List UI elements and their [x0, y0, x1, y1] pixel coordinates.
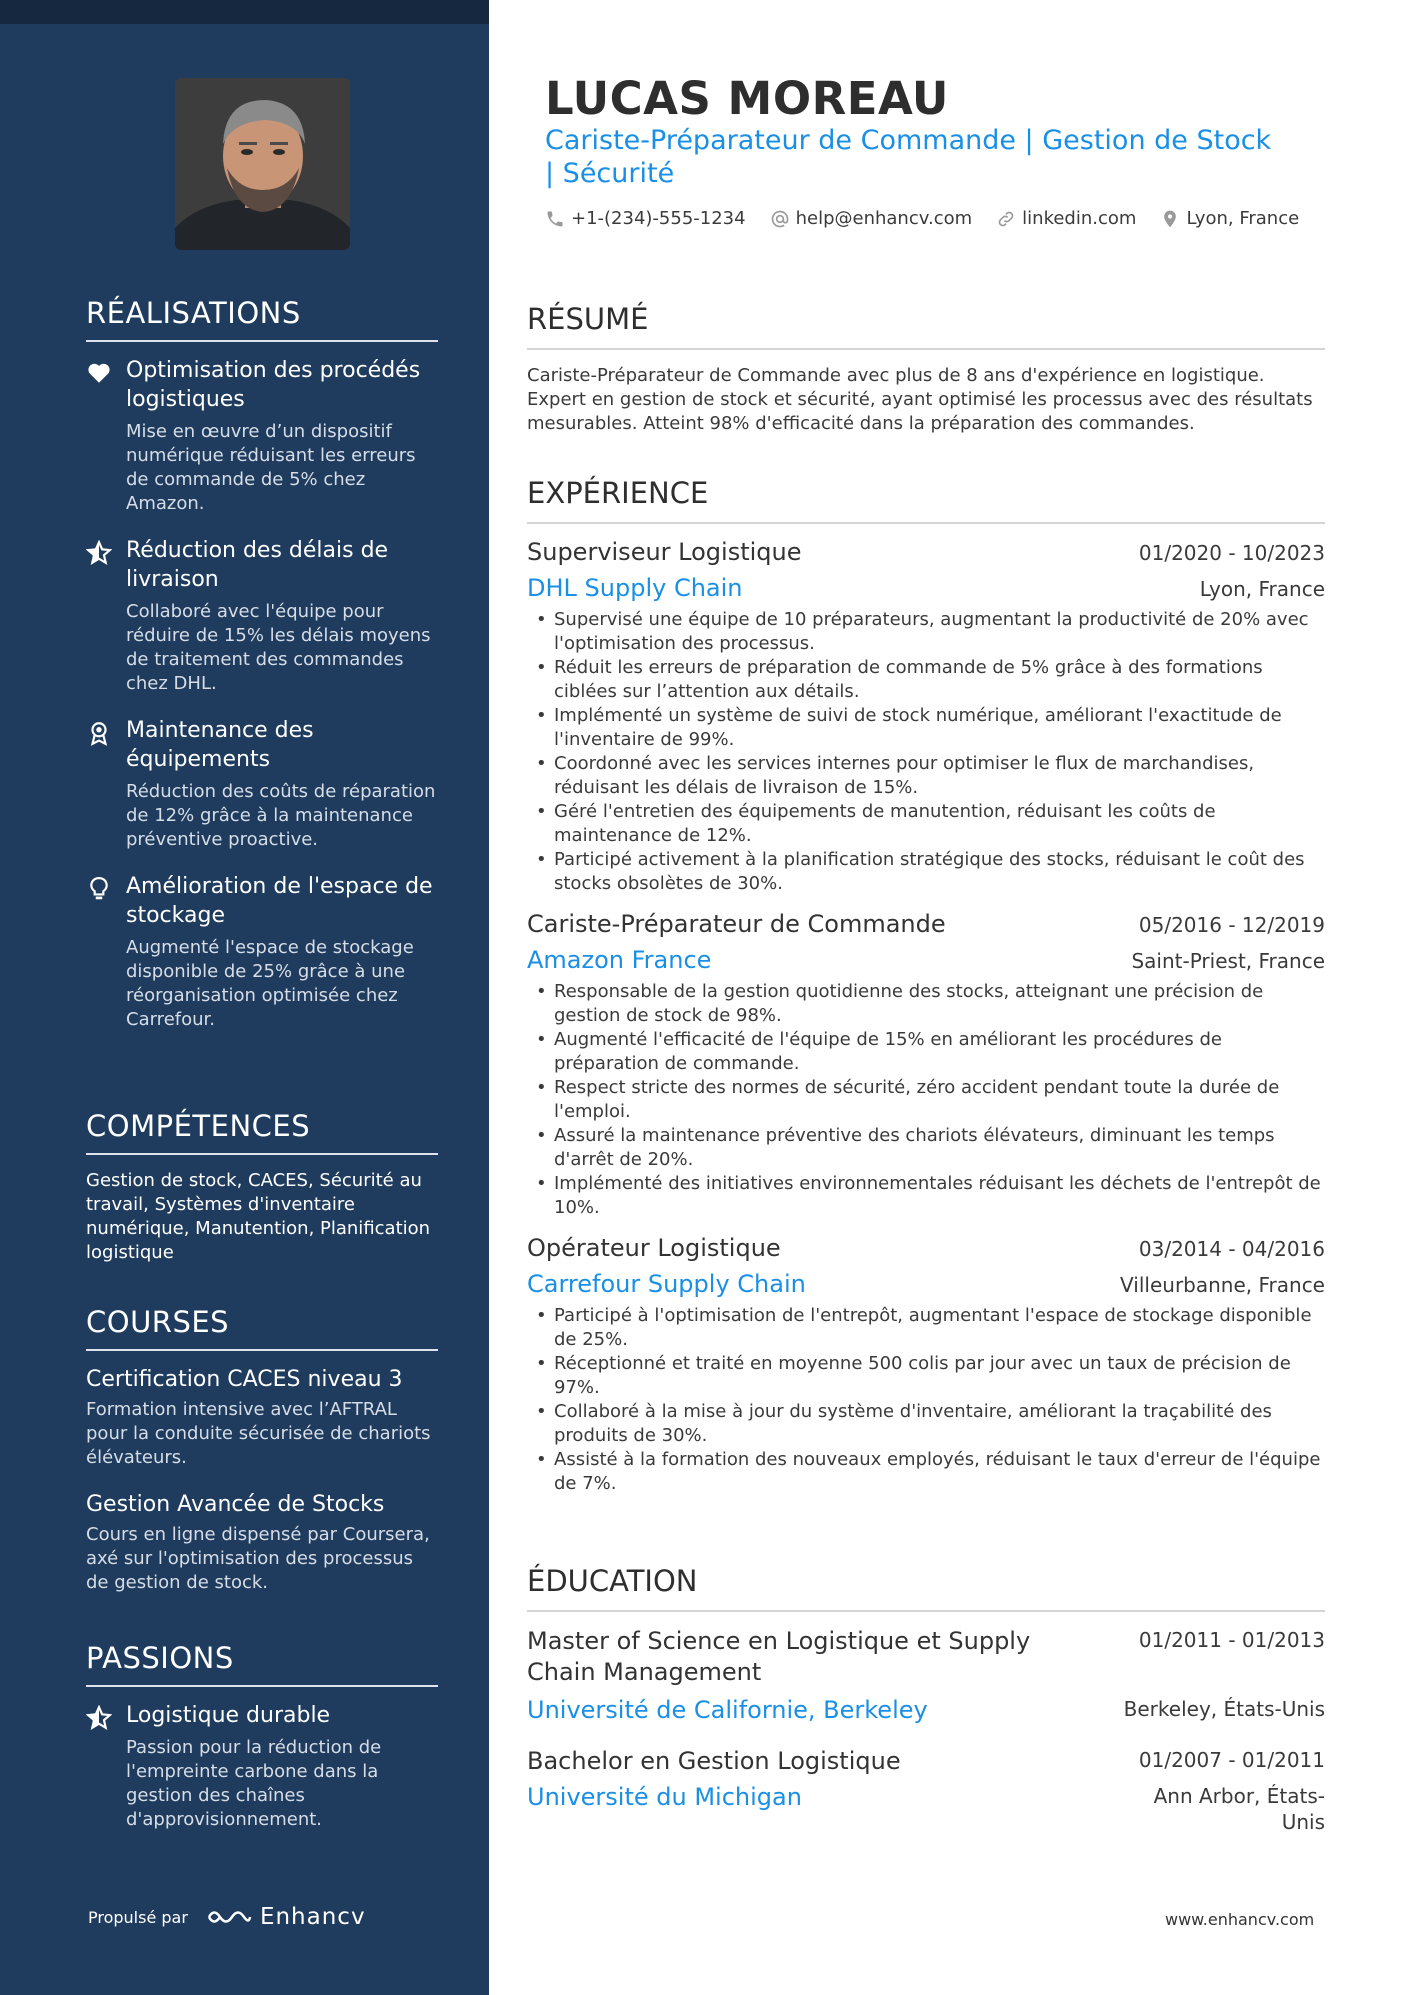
job-bullets	[527, 1304, 1325, 1496]
achievement-desc: Réduction des coûts de réparation de 12% grâce à la maintenance préventive proactive.	[126, 781, 436, 850]
phone-icon	[545, 209, 565, 229]
achievement-title: Réduction des délais de livraison	[126, 538, 389, 592]
education-section	[527, 1564, 1325, 1835]
at-icon	[770, 209, 790, 229]
achievement-desc: Augmenté l'espace de stockage disponible de 25% grâce à une réorganisation optimisée chez Carrefour.	[126, 937, 414, 1030]
star-icon	[86, 1705, 112, 1731]
location-pin-icon	[1160, 209, 1180, 229]
job-location: Lyon, France	[1199, 577, 1325, 601]
job-bullet: • Coordonné avec les services internes pour optimiser le flux de marchandises, réduisant les délais de livraison de 15%.	[527, 752, 1325, 800]
job-company: Amazon France	[527, 946, 712, 974]
linkedin-text: linkedin.com	[1022, 208, 1137, 229]
job-location: Villeurbanne, France	[1120, 1273, 1325, 1297]
education-dates: 01/2007 - 01/2011	[1138, 1748, 1325, 1772]
education-school: Université du Michigan	[527, 1783, 802, 1811]
job-bullet: • Réduit les erreurs de préparation de commande de 5% grâce à des formations ciblées sur l’attention aux détails.	[527, 656, 1325, 704]
contact-linkedin[interactable]	[996, 208, 1136, 229]
job-title: Opérateur Logistique	[527, 1234, 781, 1262]
job-bullet: • Participé à l'optimisation de l'entrepôt, augmentant l'espace de stockage disponible de 25%.	[527, 1304, 1325, 1352]
education-degree: Master of Science en Logistique et Supply Chain Management	[527, 1627, 1031, 1686]
summary-section	[527, 302, 1325, 436]
job-bullet: • Supervisé une équipe de 10 préparateurs, augmentant la productivité de 20% avec l'optimisation des processus.	[527, 608, 1325, 656]
experience-section	[527, 476, 1325, 1510]
achievements-section	[86, 296, 438, 1052]
experience-title: EXPÉRIENCE	[527, 476, 1325, 524]
email-text: help@enhancv.com	[795, 208, 973, 229]
achievement-title: Amélioration de l'espace de stockage	[126, 874, 433, 928]
education-location: Berkeley, États-Unis	[1123, 1697, 1325, 1721]
passions-section	[86, 1641, 438, 1852]
job-bullet: • Respect stricte des normes de sécurité, zéro accident pendant toute la durée de l'emploi.	[527, 1076, 1325, 1124]
summary-text: Cariste-Préparateur de Commande avec plus de 8 ans d'expérience en logistique. Expert en gestion de stock et sécurité, ayant optimisé les processus avec des résultats mesurables. Atteint 98% d'efficacité dans la préparation des commandes.	[527, 365, 1313, 434]
education-school: Université de Californie, Berkeley	[527, 1696, 928, 1724]
job-dates: 05/2016 - 12/2019	[1138, 913, 1325, 937]
footer-url[interactable]: www.enhancv.com	[1165, 1910, 1315, 1929]
courses-title: COURSES	[86, 1305, 438, 1351]
phone-text: +1-(234)-555-1234	[571, 208, 746, 229]
course-desc: Formation intensive avec l’AFTRAL pour la conduite sécurisée de chariots élévateurs.	[86, 1399, 431, 1468]
avatar-portrait	[175, 78, 350, 250]
contact-bar	[545, 208, 1299, 229]
job-dates: 01/2020 - 10/2023	[1138, 541, 1325, 565]
location-text: Lyon, France	[1186, 208, 1300, 229]
candidate-name: LUCAS MOREAU	[545, 72, 949, 125]
achievement-item	[86, 716, 438, 852]
summary-title: RÉSUMÉ	[527, 302, 1325, 350]
education-location: Ann Arbor, États-Unis	[1153, 1784, 1325, 1834]
job-bullet: • Géré l'entretien des équipements de manutention, réduisant les coûts de maintenance de 12%.	[527, 800, 1325, 848]
achievement-title: Optimisation des procédés logistiques	[126, 358, 421, 412]
course-item	[86, 1365, 438, 1470]
award-icon	[86, 720, 112, 746]
passion-title: Logistique durable	[126, 1703, 331, 1728]
achievement-desc: Collaboré avec l'équipe pour réduire de 15% les délais moyens de traitement des commandes chez DHL.	[126, 601, 431, 694]
job-company: Carrefour Supply Chain	[527, 1270, 806, 1298]
enhancv-logo-icon	[206, 1906, 252, 1928]
sidebar	[0, 0, 489, 1995]
contact-location	[1160, 208, 1299, 229]
passion-desc: Passion pour la réduction de l'empreinte carbone dans la gestion des chaînes d'approvisionnement.	[126, 1737, 382, 1830]
lightbulb-icon	[86, 876, 112, 902]
job-title: Superviseur Logistique	[527, 538, 802, 566]
passion-item	[86, 1701, 438, 1832]
powered-by	[88, 1904, 366, 1930]
course-title: Gestion Avancée de Stocks	[86, 1492, 385, 1517]
job-entry	[527, 1234, 1325, 1496]
skills-section	[86, 1109, 438, 1265]
link-icon	[996, 209, 1016, 229]
job-company: DHL Supply Chain	[527, 574, 743, 602]
course-item	[86, 1490, 438, 1595]
course-desc: Cours en ligne dispensé par Coursera, axé sur l'optimisation des processus de gestion de stock.	[86, 1524, 430, 1593]
star-icon	[86, 540, 112, 566]
sidebar-top-band	[0, 0, 489, 24]
achievement-item	[86, 536, 438, 696]
job-location: Saint-Priest, France	[1131, 949, 1325, 973]
enhancv-logo-text: Enhancv	[259, 1904, 366, 1930]
job-bullet: • Assuré la maintenance préventive des chariots élévateurs, diminuant les temps d'arrêt de 20%.	[527, 1124, 1325, 1172]
education-entry	[527, 1746, 1325, 1835]
job-bullet: • Assisté à la formation des nouveaux employés, réduisant le taux d'erreur de l'équipe de 7%.	[527, 1448, 1325, 1496]
achievements-title: RÉALISATIONS	[86, 296, 438, 342]
enhancv-logo[interactable]	[206, 1904, 366, 1930]
heart-icon	[86, 360, 112, 386]
achievement-desc: Mise en œuvre d’un dispositif numérique réduisant les erreurs de commande de 5% chez Amazon.	[126, 421, 416, 514]
education-dates: 01/2011 - 01/2013	[1138, 1628, 1325, 1652]
courses-section	[86, 1305, 438, 1615]
education-title: ÉDUCATION	[527, 1564, 1325, 1612]
job-dates: 03/2014 - 04/2016	[1138, 1237, 1325, 1261]
achievement-item	[86, 356, 438, 516]
candidate-headline: Cariste-Préparateur de Commande | Gestion de Stock | Sécurité	[545, 125, 1272, 189]
job-bullet: • Collaboré à la mise à jour du système d'inventaire, améliorant la traçabilité des produits de 30%.	[527, 1400, 1325, 1448]
education-degree: Bachelor en Gestion Logistique	[527, 1747, 901, 1775]
skills-text: Gestion de stock, CACES, Sécurité au travail, Systèmes d'inventaire numérique, Manutention, Planification logistique	[86, 1170, 431, 1263]
job-bullets	[527, 608, 1325, 896]
education-entry	[527, 1626, 1325, 1724]
skills-title: COMPÉTENCES	[86, 1109, 438, 1155]
job-bullet: • Réceptionné et traité en moyenne 500 colis par jour avec un taux de précision de 97%.	[527, 1352, 1325, 1400]
job-bullet: • Responsable de la gestion quotidienne des stocks, atteignant une précision de gestion de stock de 98%.	[527, 980, 1325, 1028]
job-entry	[527, 910, 1325, 1220]
powered-label: Propulsé par	[88, 1907, 188, 1927]
course-title: Certification CACES niveau 3	[86, 1367, 403, 1392]
avatar	[175, 78, 350, 250]
achievement-title: Maintenance des équipements	[126, 718, 314, 772]
job-entry	[527, 538, 1325, 896]
job-bullets	[527, 980, 1325, 1220]
job-bullet: • Augmenté l'efficacité de l'équipe de 15% en améliorant les procédures de préparation de commande.	[527, 1028, 1325, 1076]
job-bullet: • Participé activement à la planification stratégique des stocks, réduisant le coût des stocks obsolètes de 30%.	[527, 848, 1325, 896]
achievement-item	[86, 872, 438, 1032]
contact-phone[interactable]	[545, 208, 746, 229]
job-title: Cariste-Préparateur de Commande	[527, 910, 946, 938]
job-bullet: • Implémenté un système de suivi de stock numérique, améliorant l'exactitude de l'inventaire de 99%.	[527, 704, 1325, 752]
job-bullet: • Implémenté des initiatives environnementales réduisant les déchets de l'entrepôt de 10%.	[527, 1172, 1325, 1220]
passions-title: PASSIONS	[86, 1641, 438, 1687]
contact-email[interactable]	[770, 208, 973, 229]
